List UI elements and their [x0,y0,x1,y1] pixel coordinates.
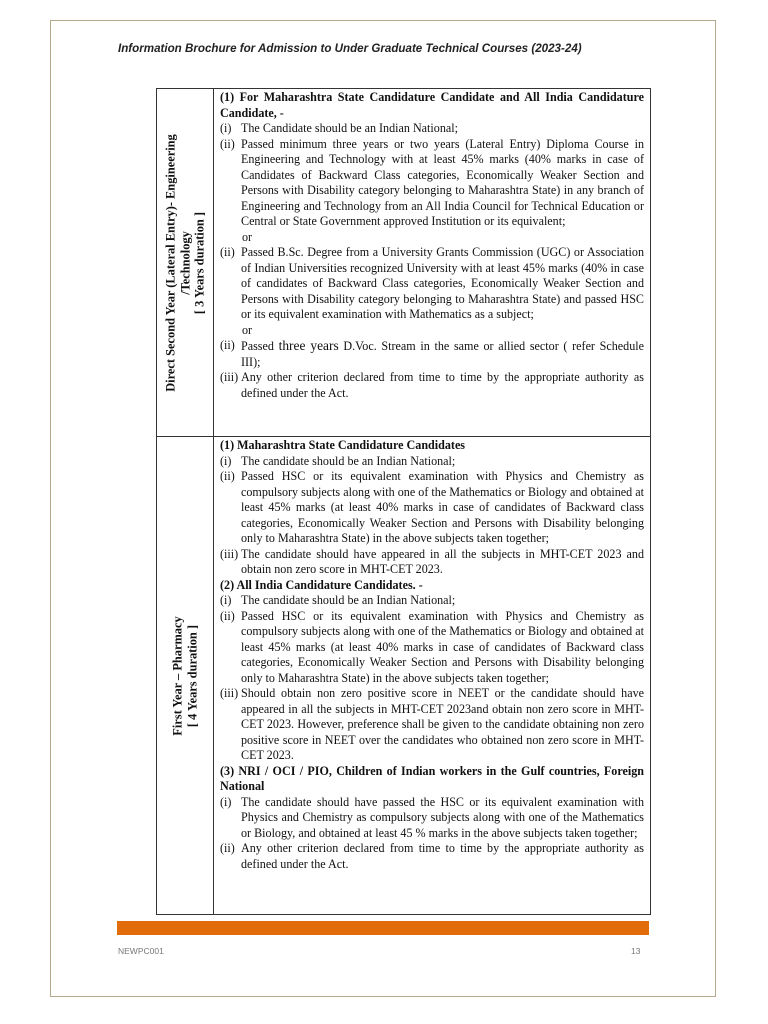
item-number: (ii) [220,245,235,259]
item-text: Passed HSC or its equivalent examination with Physics and Chemistry as compulsory subjects along with one of the Mathematics or Biology and obtained at least 45% marks (at least 40% marks in case of candidates of Backward class categories, Economically Weaker Section and Persons with Disability belonging only to Maharashtra State) in the above subjects taken together; [241,608,644,685]
footer-document-code: NEWPC001 [118,946,164,956]
item-number: (ii) [220,469,235,483]
item-number: (ii) [220,841,235,855]
list-item [220,593,644,609]
row-label-pharmacy [171,616,200,735]
row-label-line: /Technology [177,230,192,295]
row-label-engineering [163,134,207,392]
list-item [220,454,644,470]
section-heading: (1) For Maharashtra State Candidature Candidate and All India Candidature Candidate, - [220,90,644,120]
item-number: (ii) [220,608,235,623]
list-item [220,469,644,547]
item-text: Passed HSC or its equivalent examination with Physics and Chemistry as compulsory subjects along with one of the Mathematics or Biology and obtained at least 45% marks (at least 40% marks in case of candidates of Backward class categories, Economically Weaker Section and Persons with Disability belonging only to Maharashtra State) in the above subjects taken together; [241,469,644,545]
list-item [220,841,644,872]
eligibility-table [156,88,651,915]
list-item [220,609,644,687]
row-label-line: First Year – Pharmacy [170,615,185,736]
table-row-engineering [157,89,651,437]
item-text: The candidate should be an Indian National; [241,593,456,607]
item-text-part: D.Voc. Stream in the same or allied sector ( refer Schedule III); [241,339,644,369]
item-text: Any other criterion declared from time to time by the appropriate authority as defined under the Act. [241,370,644,400]
list-item [220,121,644,137]
row-label-cell [157,437,214,915]
or-separator: or [242,229,253,244]
section-heading: (3) NRI / OCI / PIO, Children of Indian workers in the Gulf countries, Foreign National [220,763,644,793]
item-number: (i) [220,453,232,468]
row-label-cell [157,89,214,437]
item-text: The candidate should have appeared in all the subjects in MHT-CET 2023 and obtain non zero score in MHT-CET 2023. [241,546,644,576]
item-number: (ii) [220,338,235,352]
row-content-cell [214,89,651,437]
item-number: (i) [220,794,232,809]
row-content-cell [214,437,651,915]
item-text: The candidate should be an Indian National; [241,453,456,468]
row-label-line: [ 3 Years duration ] [192,211,207,314]
list-item [220,547,644,578]
list-item [220,795,644,842]
or-separator: or [242,322,253,337]
item-text: The candidate should have passed the HSC or its equivalent examination with Physics and Chemistry as compulsory subjects along with one of the Mathematics or Biology, and obtained at least 45 % marks in the above subjects taken together; [241,794,644,840]
footer-accent-bar [117,921,649,935]
item-number: (i) [220,121,232,135]
item-number: (ii) [220,136,235,151]
item-text [241,338,644,370]
item-number: (iii) [220,686,239,700]
item-text-part: three years [278,338,339,353]
item-text-part: Passed [241,339,279,353]
list-item [220,137,644,230]
item-number: (i) [220,593,232,607]
item-number: (iii) [220,370,239,384]
list-item [220,686,644,764]
item-text: Any other criterion declared from time to time by the appropriate authority as defined under the Act. [241,841,644,871]
list-item [220,245,644,323]
row-label-line: [ 4 Years duration ] [185,624,199,727]
document-header-title: Information Brochure for Admission to Under Graduate Technical Courses (2023-24) [118,42,582,55]
item-text: Passed minimum three years or two years (Lateral Entry) Diploma Course in Engineering and Technology with at least 45% marks (40% marks in case of Candidates of Backward Class categories, Economically Weaker Section and Persons with Disability category belonging to Maharashtra State) in any branch of Engineering and Technology from an All India Council for Technical Education or Central or State Government approved Institution or its equivalent; [241,136,644,228]
section-heading: (2) All India Candidature Candidates. - [220,577,423,592]
list-item [220,338,644,370]
table-row-pharmacy [157,437,651,915]
item-text: Should obtain non zero positive score in NEET or the candidate should have appeared in all the subjects in MHT-CET 2023and obtain non zero score in MHT-CET 2023. However, preference shall be given to the candidate obtaining non zero positive score in NEET over the candidates who obtained non zero score in MHT-CET 2023. [241,686,644,762]
item-number: (iii) [220,546,239,561]
row-label-line: Direct Second Year (Lateral Entry)- Engineering [163,133,178,392]
page-number: 13 [631,946,641,956]
list-item [220,370,644,401]
item-text: Passed B.Sc. Degree from a University Grants Commission (UGC) or Association of Indian Universities recognized University with at least 45% marks (40% in case of candidates of Backward Class categories, Economically Weaker Section and Persons with Disability category belonging to Maharashtra State) and passed HSC or its equivalent examination with Mathematics as a subject; [241,245,644,321]
item-text: The Candidate should be an Indian National; [241,121,458,135]
section-heading: (1) Maharashtra State Candidature Candidates [220,438,466,452]
